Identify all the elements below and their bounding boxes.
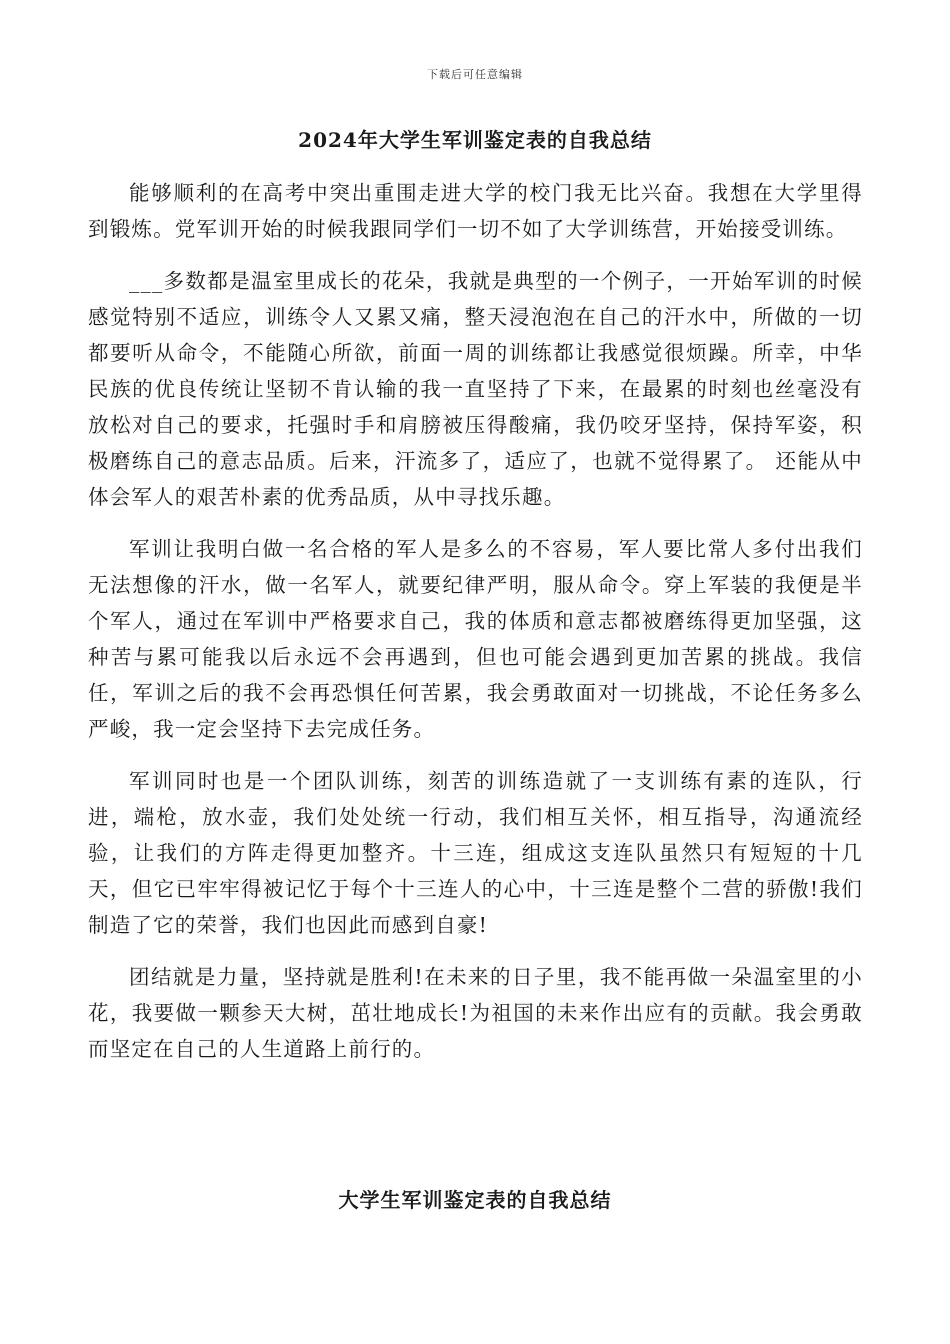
header-note: 下载后可任意编辑 <box>427 68 523 81</box>
document-body <box>88 175 863 1083</box>
document-title: 2024年大学生军训鉴定表的自我总结 <box>298 128 652 152</box>
paragraph-5: 团结就是力量，坚持就是胜利!在未来的日子里，我不能再做一朵温室里的小花，我要做一颗参天大树，茁壮地成长!为祖国的未来作出应有的贡献。我会勇敢而坚定在自己的人生道路上前行的。 <box>88 965 863 1061</box>
paragraph-2: ___多数都是温室里成长的花朵，我就是典型的一个例子，一开始军训的时候感觉特别不适应，训练令人又累又痛，整天浸泡泡在自己的汗水中，所做的一切都要听从命令，不能随心所欲，前面一周的训练都让我感觉很烦躁。所幸，中华民族的优良传统让坚韧不肯认输的我一直坚持了下来，在最累的时刻也丝毫没有放松对自己的要求，托强时手和肩膀被压得酸痛，我仍咬牙坚持，保持军姿，积极磨练自己的意志品质。后来，汗流多了，适应了，也就不觉得累了。 还能从中体会军人的艰苦朴素的优秀品质，从中寻找乐趣。 <box>88 269 863 509</box>
paragraph-1: 能够顺利的在高考中突出重围走进大学的校门我无比兴奋。我想在大学里得到锻炼。党军训开始的时候我跟同学们一切不如了大学训练营，开始接受训练。 <box>88 181 863 241</box>
section-title: 大学生军训鉴定表的自我总结 <box>338 1188 612 1212</box>
paragraph-3: 军训让我明白做一名合格的军人是多么的不容易，军人要比常人多付出我们无法想像的汗水，做一名军人，就要纪律严明，服从命令。穿上军装的我便是半个军人，通过在军训中严格要求自己，我的体质和意志都被磨练得更加坚强，这种苦与累可能我以后永远不会再遇到，但也可能会遇到更加苦累的挑战。我信任，军训之后的我不会再恐惧任何苦累，我会勇敢面对一切挑战，不论任务多么严峻，我一定会坚持下去完成任务。 <box>88 537 863 741</box>
paragraph-4: 军训同时也是一个团队训练，刻苦的训练造就了一支训练有素的连队，行进，端枪，放水壶，我们处处统一行动，我们相互关怀，相互指导，沟通流经验，让我们的方阵走得更加整齐。十三连，组成这支连队虽然只有短短的十几天，但它已牢牢得被记忆于每个十三连人的心中，十三连是整个二营的骄傲!我们制造了它的荣誉，我们也因此而感到自豪! <box>88 769 863 937</box>
